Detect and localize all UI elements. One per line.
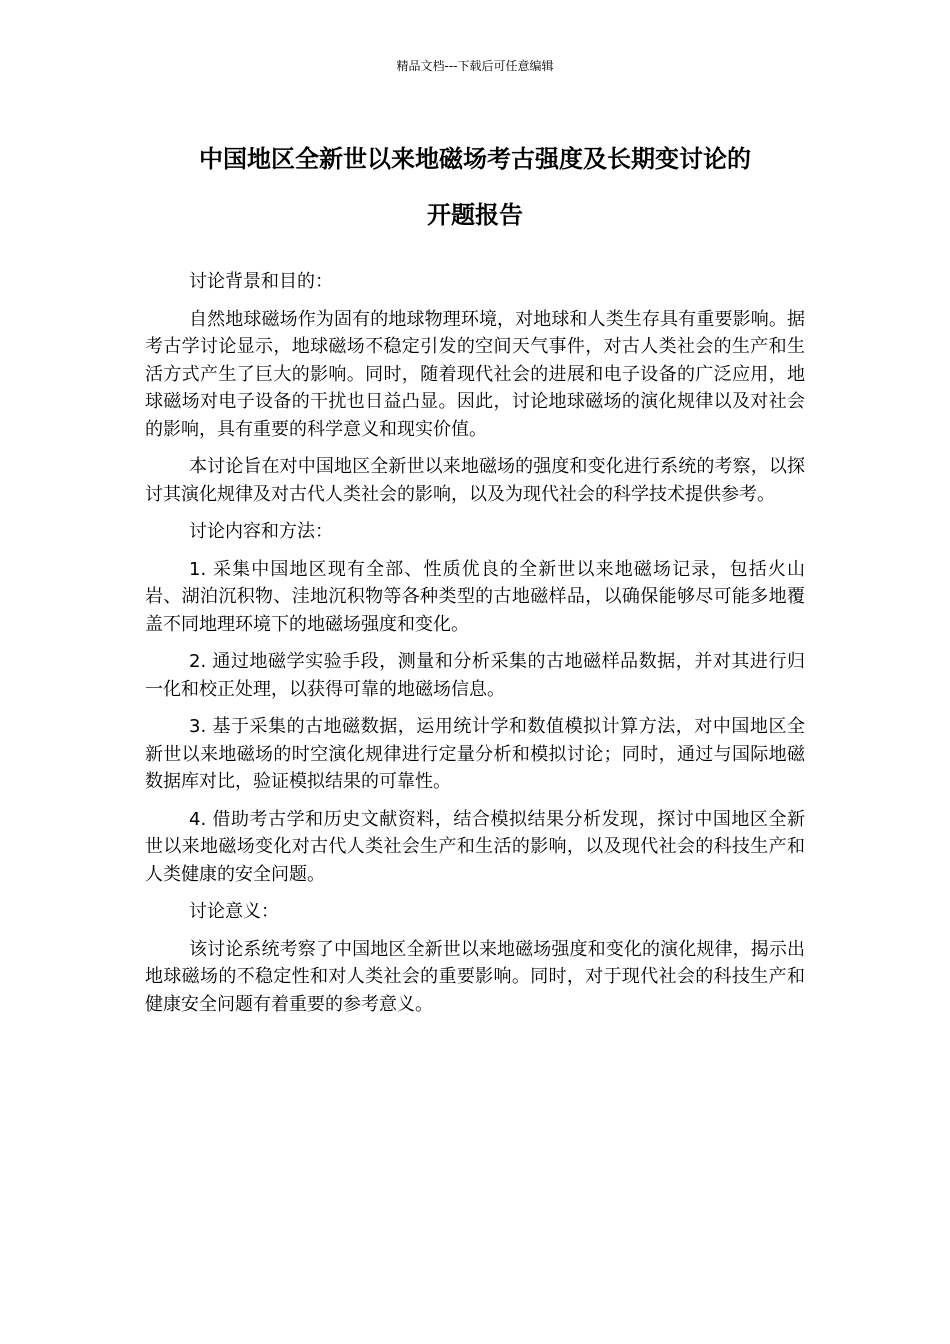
- paragraph: 自然地球磁场作为固有的地球物理环境，对地球和人类生存具有重要影响。据考古学讨论显示，地球磁场不稳定引发的空间天气事件，对古人类社会的生产和生活方式产生了巨大的影响。同时，随着现代社会的进展和电子设备的广泛应用，地球磁场对电子设备的干扰也日益凸显。因此，讨论地球磁场的演化规律以及对社会的影响，具有重要的科学意义和现实价值。: [145, 308, 805, 440]
- title-line-2: 开题报告: [427, 201, 523, 229]
- document-body: [145, 268, 805, 1028]
- list-item: 1. 采集中国地区现有全部、性质优良的全新世以来地磁场记录，包括火山岩、湖泊沉积物、洼地沉积物等各种类型的古地磁样品，以确保能够尽可能多地覆盖不同地理环境下的地磁场强度和变化。: [145, 558, 805, 635]
- paragraph: 本讨论旨在对中国地区全新世以来地磁场的强度和变化进行系统的考察，以探讨其演化规律及对古代人类社会的影响，以及为现代社会的科学技术提供参考。: [145, 456, 805, 505]
- section-heading-content-methods: 讨论内容和方法：: [189, 521, 333, 542]
- list-item: 3. 基于采集的古地磁数据，运用统计学和数值模拟计算方法，对中国地区全新世以来地磁场的时空演化规律进行定量分析和模拟讨论；同时，通过与国际地磁数据库对比，验证模拟结果的可靠性。: [145, 716, 805, 792]
- section-heading-background: 讨论背景和目的：: [189, 271, 333, 292]
- list-item: 2. 通过地磁学实验手段，测量和分析采集的古地磁样品数据，并对其进行归一化和校正处理，以获得可靠的地磁场信息。: [145, 651, 805, 700]
- list-item: 4. 借助考古学和历史文献资料，结合模拟结果分析发现，探讨中国地区全新世以来地磁场变化对古代人类社会生产和生活的影响，以及现代社会的科技生产和人类健康的安全问题。: [145, 808, 805, 885]
- page-header: 精品文档---下载后可任意编辑: [396, 59, 554, 73]
- section-heading-significance: 讨论意义：: [189, 901, 279, 922]
- title-line-1: 中国地区全新世以来地磁场考古强度及长期变讨论的: [199, 145, 751, 173]
- document-title: [140, 131, 810, 243]
- paragraph: 该讨论系统考察了中国地区全新世以来地磁场强度和变化的演化规律，揭示出地球磁场的不稳定性和对人类社会的重要影响。同时，对于现代社会的科技生产和健康安全问题有着重要的参考意义。: [145, 938, 805, 1015]
